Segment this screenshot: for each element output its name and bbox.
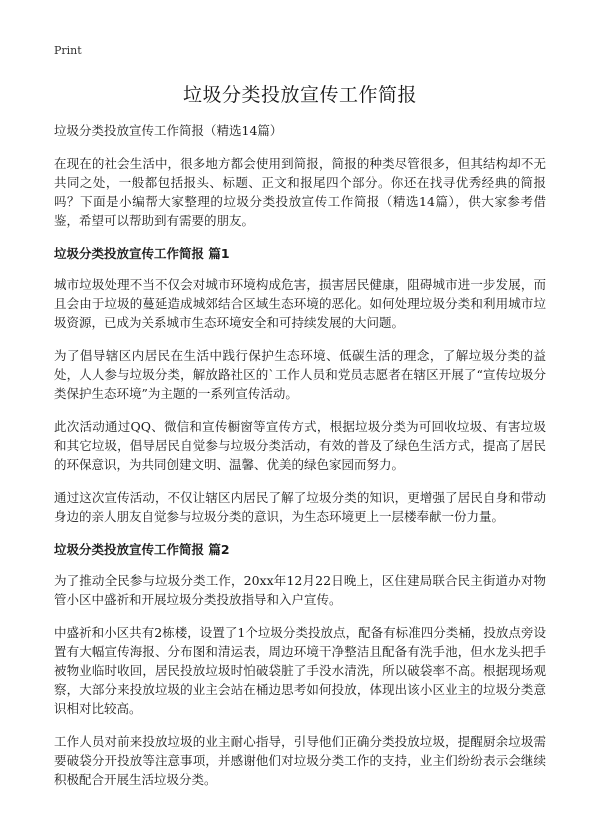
section-heading-1: 垃圾分类投放宣传工作简报 篇1 bbox=[54, 246, 230, 261]
intro-paragraph: 在现在的社会生活中，很多地方都会使用到简报，简报的种类尽管很多，但其结构却不无共同之处，一般都包括报头、标题、正文和报尾四个部分。你还在找寻优秀经典的简报吗？下面是小编帮大家整理的垃圾分类投放宣传工作简报（精选14篇），供大家参考借鉴，希望可以帮助到有需要的朋友。 bbox=[54, 156, 546, 228]
section-2-paragraph-3: 工作人员对前来投放垃圾的业主耐心指导，引导他们正确分类投放垃圾，提醒厨余垃圾需要破袋分开投放等注意事项，并感谢他们对垃圾分类工作的支持，业主们纷纷表示会继续积极配合开展生活垃圾分类。 bbox=[54, 734, 546, 787]
section-heading-2: 垃圾分类投放宣传工作简报 篇2 bbox=[54, 542, 230, 557]
document-body bbox=[54, 121, 546, 803]
document-title: 垃圾分类投放宣传工作简报 bbox=[182, 84, 417, 106]
section-1-paragraph-4: 通过这次宣传活动，不仅让辖区内居民了解了垃圾分类的知识，更增强了居民自身和带动身边的亲人朋友自觉参与垃圾分类的意识，为生态环境更上一层楼奉献一份力量。 bbox=[54, 490, 546, 524]
section-1-paragraph-3: 此次活动通过QQ、微信和宣传橱窗等宣传方式，根据垃圾分类为可回收垃圾、有害垃圾和其它垃圾，倡导居民自觉参与垃圾分类活动，有效的普及了绿色生活方式，提高了居民的环保意识，为共同创建文明、温馨、优美的绿色家园而努力。 bbox=[54, 419, 546, 472]
section-2-paragraph-1: 为了推动全民参与垃圾分类工作，20xx年12月22日晚上，区住建局联合民主街道办对物管小区中盛祈和开展垃圾分类投放指导和入户宣传。 bbox=[54, 573, 546, 607]
section-2-paragraph-2: 中盛祈和小区共有2栋楼，设置了1个垃圾分类投放点，配备有标准四分类桶，投放点旁设置有大幅宣传海报、分布图和清运表，周边环境干净整洁且配备有洗手池，但水龙头把手被物业临时收回，居民投放垃圾时怕破袋脏了手没水清洗，所以破袋率不高。根据现场观察，大部分来投放垃圾的业主会站在桶边思考如何投放，体现出该小区业主的垃圾分类意识相对比较高。 bbox=[54, 625, 546, 716]
section-1-paragraph-2: 为了倡导辖区内居民在生活中践行保护生态环境、低碳生活的理念，了解垃圾分类的益处，人人参与垃圾分类，解放路社区的`工作人员和党员志愿者在辖区开展了“宣传垃圾分类保护生态环境”为主题的一系列宣传活动。 bbox=[54, 348, 546, 401]
print-link[interactable]: Print bbox=[54, 44, 82, 57]
section-1-paragraph-1: 城市垃圾处理不当不仅会对城市环境构成危害，损害居民健康，阻碍城市进一步发展，而且会由于垃圾的蔓延造成城郊结合区域生态环境的恶化。如何处理垃圾分类和利用城市垃圾资源，已成为关系城市生态环境安全和可持续发展的大问题。 bbox=[54, 277, 546, 330]
document-subtitle: 垃圾分类投放宣传工作简报（精选14篇） bbox=[54, 123, 283, 138]
